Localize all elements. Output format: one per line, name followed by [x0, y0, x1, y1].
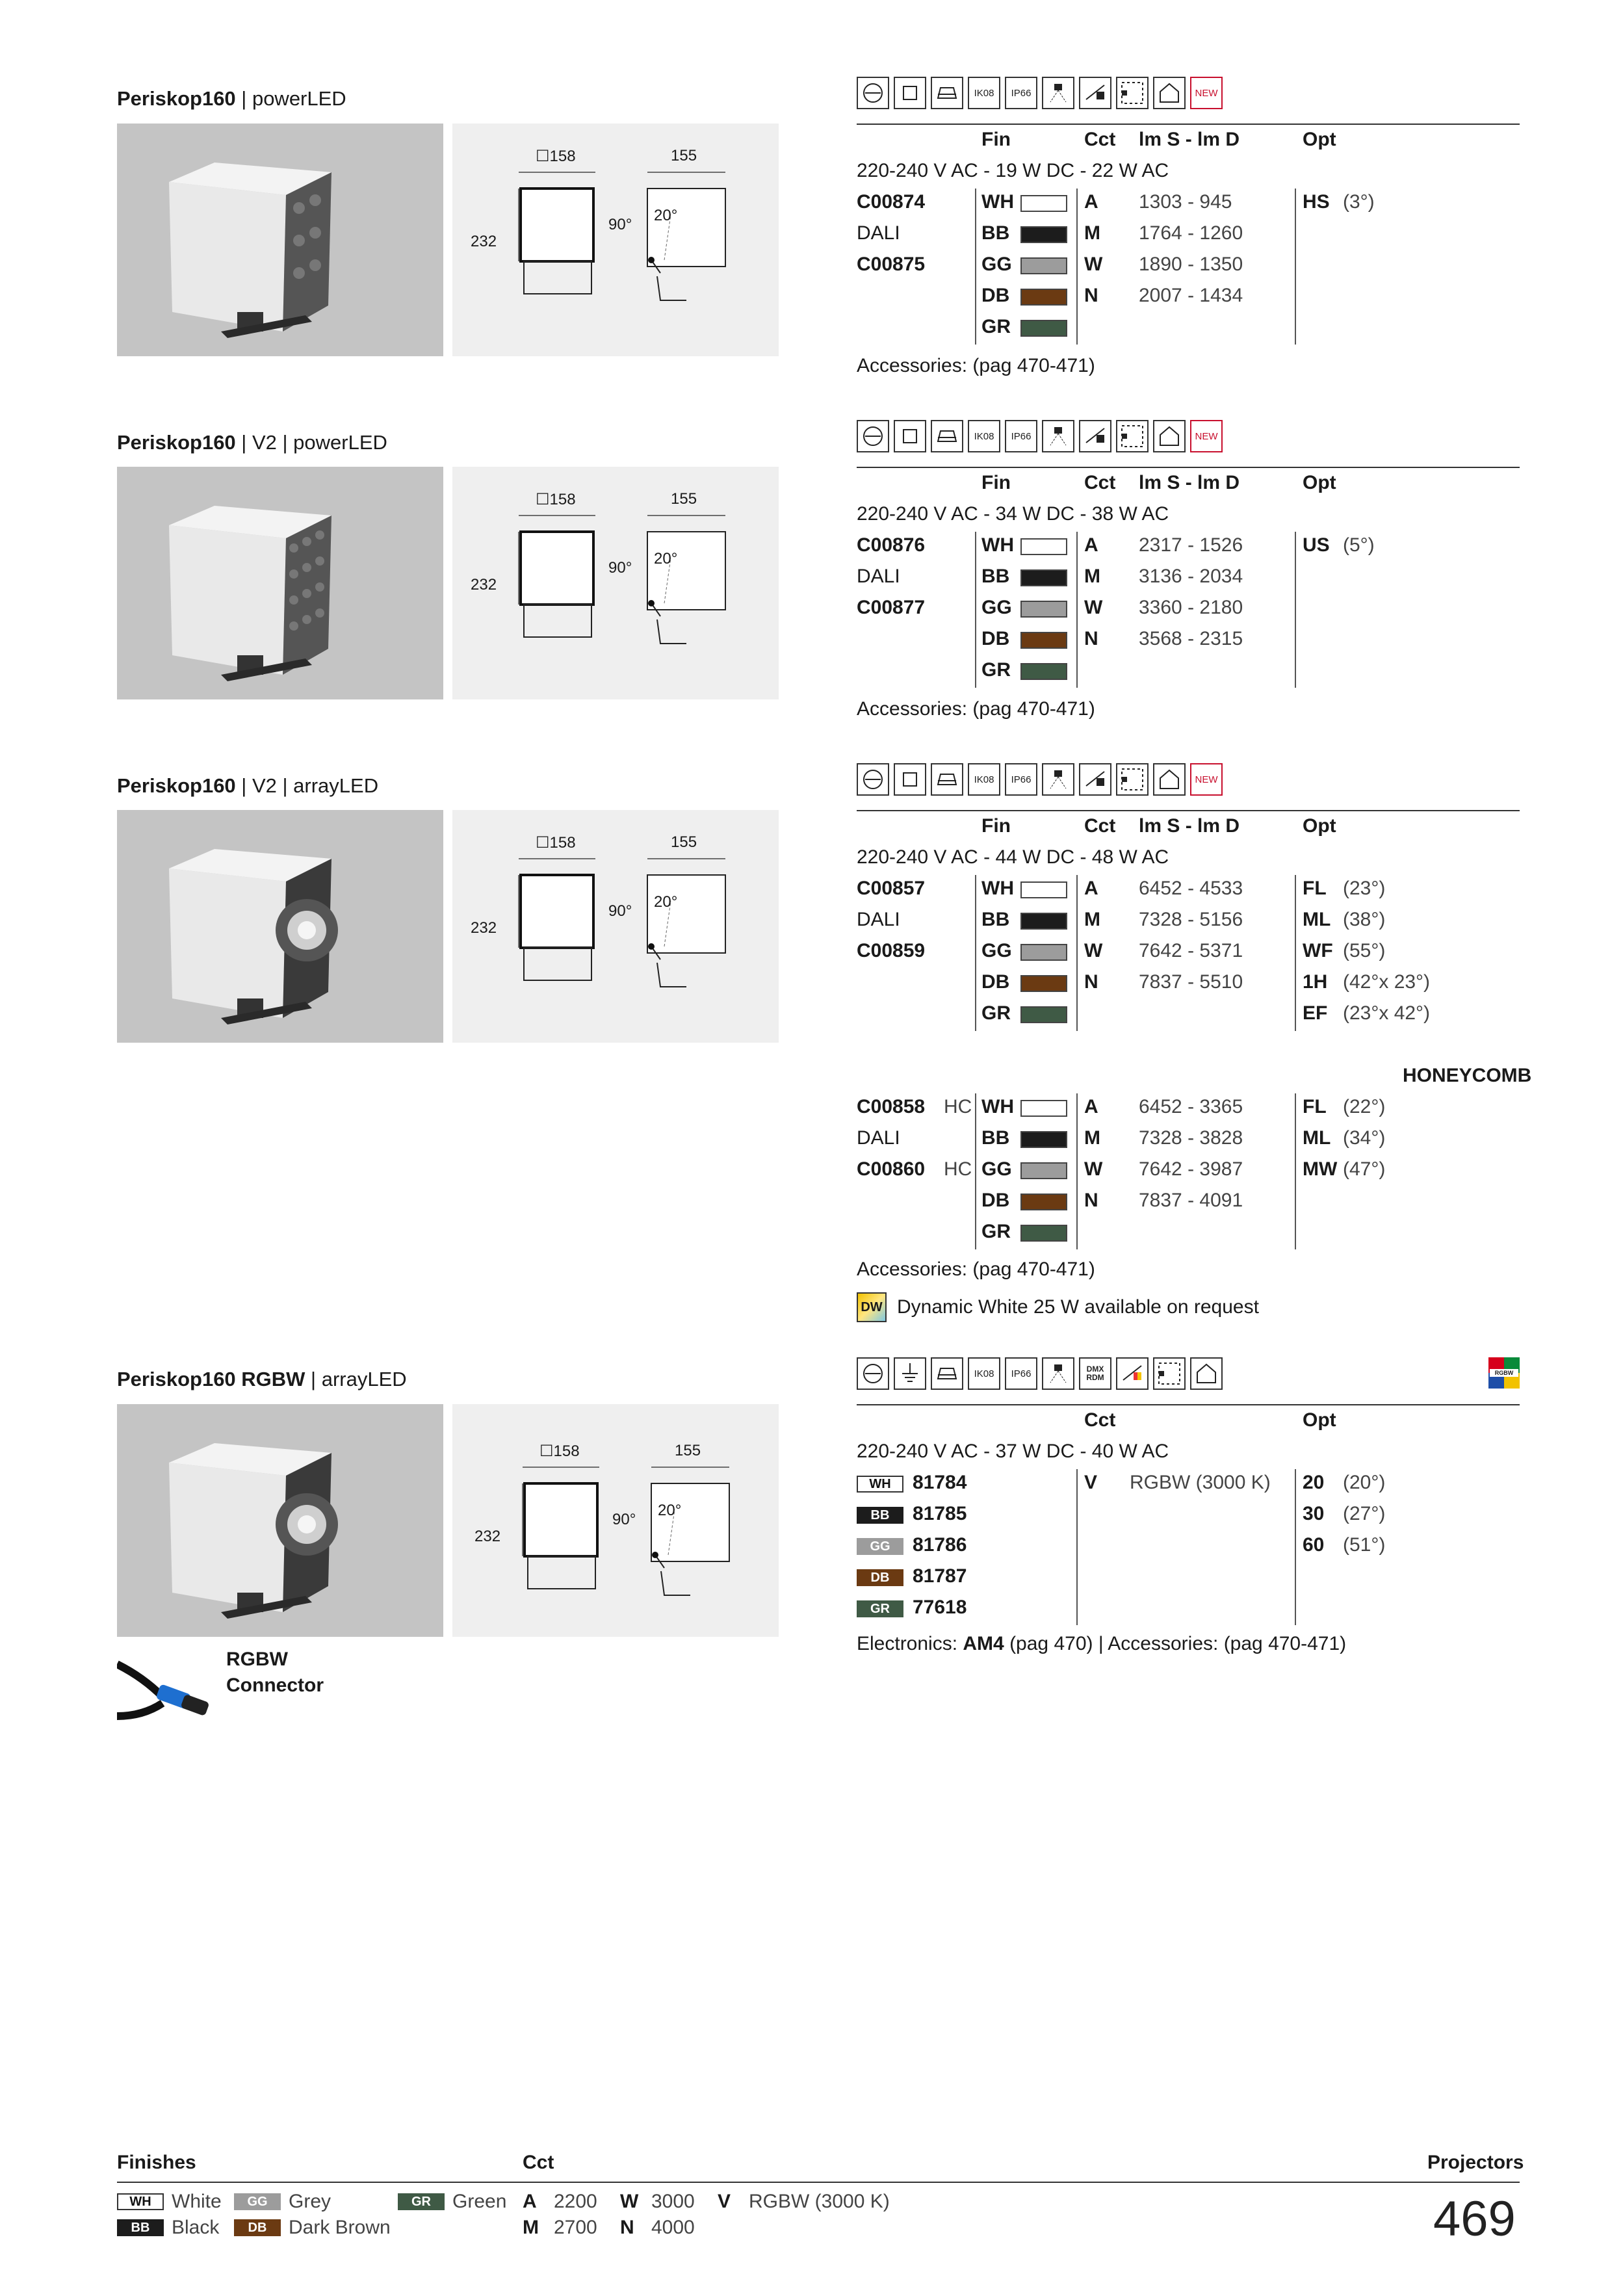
product-photo	[117, 124, 443, 356]
finish-swatch	[1020, 975, 1067, 992]
new-badge: NEW	[1190, 77, 1223, 109]
finish-badge: WH	[857, 1476, 903, 1493]
finish-code: GG	[981, 597, 1012, 618]
cct-code: A	[1084, 191, 1098, 213]
hc-tag: HC	[944, 1158, 972, 1180]
house-icon	[1153, 763, 1186, 796]
dim-height: 232	[471, 576, 497, 594]
cct-value: 2200	[554, 2191, 597, 2212]
product-code: C00860	[857, 1158, 926, 1180]
dim-angle-2: 20°	[654, 207, 678, 224]
cct-code: W	[1084, 1158, 1103, 1180]
ik-rating: IK08	[968, 1357, 1000, 1390]
cct-value: 2700	[554, 2217, 597, 2238]
lumen-value: 7328 - 5156	[1139, 909, 1243, 930]
dim-depth: 155	[671, 490, 697, 508]
footer-finishes-title: Finishes	[117, 2152, 196, 2173]
finish-badge: GG	[857, 1538, 903, 1555]
finish-code: DB	[981, 971, 1010, 993]
lumen-value: 7642 - 5371	[1139, 940, 1243, 961]
dynamic-white-icon: DW	[857, 1292, 887, 1322]
dim-angle-2: 20°	[654, 893, 678, 911]
product-code: DALI	[857, 566, 900, 587]
lumen-value: 7328 - 3828	[1139, 1127, 1243, 1149]
house-icon	[1153, 420, 1186, 452]
cct-description: RGBW (3000 K)	[1130, 1472, 1271, 1493]
finish-code: BB	[981, 1127, 1010, 1149]
product-title: Periskop160 RGBW | arrayLED	[117, 1368, 407, 1390]
cct-value: 3000	[651, 2191, 695, 2212]
footer-cct-title: Cct	[523, 2152, 554, 2173]
optic-angle: (38°)	[1343, 909, 1386, 930]
accessories-note: Accessories: (pag 470-471)	[857, 698, 1095, 720]
optic-angle: (23°x 42°)	[1343, 1002, 1431, 1024]
optic-code: WF	[1303, 940, 1333, 961]
finish-code: GR	[981, 1221, 1011, 1242]
col-opt-header: Opt	[1303, 1409, 1336, 1431]
col-fin-header: Fin	[981, 815, 1011, 837]
lumen-value: 3568 - 2315	[1139, 628, 1243, 649]
ip-rating: IP66	[1005, 77, 1037, 109]
optic-code: 30	[1303, 1503, 1325, 1524]
footer-divider	[117, 2182, 1520, 2183]
adjust-icon	[1116, 77, 1149, 109]
dim-height: 232	[471, 919, 497, 937]
product-code: C00859	[857, 940, 926, 961]
house-icon	[1190, 1357, 1223, 1390]
optic-angle: (42°x 23°)	[1343, 971, 1431, 993]
finish-label: Grey	[289, 2191, 331, 2212]
divider	[857, 467, 1520, 468]
optic-code: US	[1303, 534, 1330, 556]
recessed-icon	[931, 420, 963, 452]
cct-code: M	[1084, 222, 1100, 244]
col-cct-header: Cct	[1084, 1409, 1116, 1431]
adjust-icon	[1116, 763, 1149, 796]
optic-code: FL	[1303, 878, 1327, 899]
glare-icon	[1042, 763, 1074, 796]
finish-code: GG	[981, 254, 1012, 275]
optic-code: MW	[1303, 1158, 1338, 1180]
connector-label: RGBW	[226, 1649, 288, 1670]
finish-swatch	[1020, 944, 1067, 961]
electronics-note: Electronics: AM4 (pag 470) | Accessories: (pag 470-471)	[857, 1633, 1347, 1654]
finish-badge: GG	[234, 2193, 281, 2210]
ik-rating: IK08	[968, 77, 1000, 109]
cct-code: N	[1084, 628, 1098, 649]
dimension-drawing	[452, 1404, 779, 1637]
product-title: Periskop160 | V2 | arrayLED	[117, 774, 379, 797]
finish-swatch	[1020, 569, 1067, 586]
product-photo	[117, 1404, 443, 1637]
product-code: C00875	[857, 254, 926, 275]
finish-code: DB	[981, 1190, 1010, 1211]
class-icon	[1079, 763, 1111, 796]
dynamic-white-note: Dynamic White 25 W available on request	[897, 1296, 1259, 1318]
lumen-value: 2007 - 1434	[1139, 285, 1243, 306]
power-spec: 220-240 V AC - 34 W DC - 38 W AC	[857, 503, 1169, 525]
finish-code: BB	[981, 222, 1010, 244]
new-badge: NEW	[1190, 763, 1223, 796]
lumen-value: 1764 - 1260	[1139, 222, 1243, 244]
col-divider	[1295, 532, 1296, 688]
ik-rating: IK08	[968, 420, 1000, 452]
finish-badge: BB	[857, 1507, 903, 1524]
finish-swatch	[1020, 226, 1067, 243]
square-icon	[894, 763, 926, 796]
accessories-note: Accessories: (pag 470-471)	[857, 1259, 1095, 1280]
divider	[857, 124, 1520, 125]
new-badge: NEW	[1190, 420, 1223, 452]
product-code: DALI	[857, 909, 900, 930]
dim-angle-2: 20°	[658, 1502, 682, 1519]
col-opt-header: Opt	[1303, 129, 1336, 150]
optic-angle: (55°)	[1343, 940, 1386, 961]
power-spec: 220-240 V AC - 37 W DC - 40 W AC	[857, 1441, 1169, 1462]
finish-code: GR	[981, 659, 1011, 681]
dim-depth: 155	[671, 833, 697, 851]
finish-swatch	[1020, 1100, 1067, 1117]
finish-swatch	[1020, 320, 1067, 337]
finish-swatch	[1020, 289, 1067, 306]
finish-label: Green	[452, 2191, 507, 2212]
optic-code: FL	[1303, 1096, 1327, 1117]
cct-code: W	[1084, 940, 1103, 961]
col-lm-header: lm S - lm D	[1139, 815, 1240, 837]
col-divider	[1295, 1469, 1296, 1625]
col-divider	[975, 532, 976, 688]
dim-height: 232	[474, 1528, 501, 1545]
class-icon	[1079, 420, 1111, 452]
power-spec: 220-240 V AC - 44 W DC - 48 W AC	[857, 846, 1169, 868]
dim-height: 232	[471, 233, 497, 250]
recessed-icon	[931, 77, 963, 109]
finish-code: BB	[981, 566, 1010, 587]
product-code: DALI	[857, 222, 900, 244]
divider	[857, 1404, 1520, 1405]
product-code: 81787	[913, 1565, 967, 1587]
product-photo	[117, 810, 443, 1043]
col-divider	[975, 875, 976, 1031]
dimension-drawing	[452, 467, 779, 699]
cct-code: A	[1084, 534, 1098, 556]
col-divider	[1295, 189, 1296, 345]
lumen-value: 2317 - 1526	[1139, 534, 1243, 556]
col-divider	[1076, 1469, 1078, 1625]
lumen-value: 3360 - 2180	[1139, 597, 1243, 618]
cct-code: M	[1084, 566, 1100, 587]
cct-code: N	[1084, 971, 1098, 993]
cct-value: 4000	[651, 2217, 695, 2238]
finish-swatch	[1020, 1194, 1067, 1210]
col-opt-header: Opt	[1303, 472, 1336, 493]
product-code: 81786	[913, 1534, 967, 1556]
cct-code: A	[1084, 878, 1098, 899]
product-code: C00877	[857, 597, 926, 618]
ip-rating: IP66	[1005, 763, 1037, 796]
optic-code: 20	[1303, 1472, 1325, 1493]
finish-code: GR	[981, 1002, 1011, 1024]
dimension-drawing	[452, 810, 779, 1043]
finish-badge: BB	[117, 2219, 164, 2236]
dim-angle-1: 90°	[608, 902, 632, 920]
lumen-value: 1890 - 1350	[1139, 254, 1243, 275]
cct-code: V	[718, 2191, 731, 2212]
col-divider	[1295, 1093, 1296, 1249]
dim-width: ☐158	[536, 148, 576, 165]
dim-angle-1: 90°	[608, 216, 632, 233]
finish-badge: DB	[234, 2219, 281, 2236]
ik-rating: IK08	[968, 763, 1000, 796]
col-opt-header: Opt	[1303, 815, 1336, 837]
lumen-value: 1303 - 945	[1139, 191, 1232, 213]
product-code: C00876	[857, 534, 926, 556]
optic-angle: (20°)	[1343, 1472, 1386, 1493]
power-spec: 220-240 V AC - 19 W DC - 22 W AC	[857, 160, 1169, 181]
col-divider	[1295, 875, 1296, 1031]
finish-label: Black	[172, 2217, 220, 2238]
class-icon	[1079, 77, 1111, 109]
optic-angle: (47°)	[1343, 1158, 1386, 1180]
finish-swatch	[1020, 1006, 1067, 1023]
adjust-icon	[1153, 1357, 1186, 1390]
lumen-value: 3136 - 2034	[1139, 566, 1243, 587]
finish-badge: WH	[117, 2193, 164, 2210]
rotate-icon	[857, 763, 889, 796]
ip-rating: IP66	[1005, 420, 1037, 452]
product-code: 81784	[913, 1472, 967, 1493]
cct-code: M	[1084, 1127, 1100, 1149]
col-cct-header: Cct	[1084, 472, 1116, 493]
col-lm-header: lm S - lm D	[1139, 472, 1240, 493]
cct-code: N	[1084, 1190, 1098, 1211]
col-lm-header: lm S - lm D	[1139, 129, 1240, 150]
finish-code: DB	[981, 628, 1010, 649]
col-cct-header: Cct	[1084, 815, 1116, 837]
finish-swatch	[1020, 257, 1067, 274]
connector-label: Connector	[226, 1675, 324, 1696]
page-number: 469	[1433, 2191, 1516, 2247]
finish-badge: GR	[857, 1600, 903, 1617]
footer-section: Projectors	[1427, 2152, 1524, 2173]
optic-code: EF	[1303, 1002, 1328, 1024]
rotate-icon	[857, 77, 889, 109]
cct-code: W	[620, 2191, 639, 2212]
product-code: 81785	[913, 1503, 967, 1524]
cct-code: V	[1084, 1472, 1098, 1493]
finish-badge: GR	[398, 2193, 445, 2210]
cct-value: RGBW (3000 K)	[749, 2191, 890, 2212]
connector-photo	[117, 1651, 214, 1729]
finish-code: WH	[981, 191, 1014, 213]
glare-icon	[1042, 420, 1074, 452]
rgbw-logo-text: RGBW	[1494, 1370, 1514, 1376]
cert-icons	[857, 77, 1223, 111]
finish-code: GR	[981, 316, 1011, 337]
honeycomb-heading: HONEYCOMB	[1403, 1065, 1532, 1086]
product-code: C00874	[857, 191, 926, 213]
col-divider	[1076, 532, 1078, 688]
lumen-value: 7837 - 4091	[1139, 1190, 1243, 1211]
optic-code: ML	[1303, 1127, 1331, 1149]
glare-icon	[1042, 77, 1074, 109]
product-code: C00858	[857, 1096, 926, 1117]
product-title: Periskop160 | V2 | powerLED	[117, 431, 387, 454]
adjust-icon	[1116, 420, 1149, 452]
dim-angle-1: 90°	[612, 1511, 636, 1528]
recessed-icon	[931, 763, 963, 796]
optic-code: 60	[1303, 1534, 1325, 1556]
finish-code: WH	[981, 534, 1014, 556]
optic-code: HS	[1303, 191, 1330, 213]
optic-code: 1H	[1303, 971, 1328, 993]
hc-tag: HC	[944, 1096, 972, 1117]
dim-depth: 155	[675, 1442, 701, 1459]
finish-code: WH	[981, 878, 1014, 899]
finish-code: GG	[981, 940, 1012, 961]
col-divider	[975, 1093, 976, 1249]
finish-swatch	[1020, 538, 1067, 555]
lumen-value: 6452 - 3365	[1139, 1096, 1243, 1117]
cct-code: W	[1084, 597, 1103, 618]
dim-width: ☐158	[539, 1442, 580, 1460]
accessories-note: Accessories: (pag 470-471)	[857, 355, 1095, 376]
cct-code: M	[1084, 909, 1100, 930]
cct-code: A	[523, 2191, 537, 2212]
cct-code: W	[1084, 254, 1103, 275]
cct-code: N	[1084, 285, 1098, 306]
cct-code: A	[1084, 1096, 1098, 1117]
lumen-value: 6452 - 4533	[1139, 878, 1243, 899]
optic-angle: (23°)	[1343, 878, 1386, 899]
ip-rating: IP66	[1005, 1357, 1037, 1390]
recessed-icon	[931, 1357, 963, 1390]
rotate-icon	[857, 1357, 889, 1390]
optic-angle: (27°)	[1343, 1503, 1386, 1524]
lumen-value: 7642 - 3987	[1139, 1158, 1243, 1180]
col-cct-header: Cct	[1084, 129, 1116, 150]
finish-swatch	[1020, 881, 1067, 898]
finish-code: BB	[981, 909, 1010, 930]
finish-swatch	[1020, 601, 1067, 618]
cct-code: M	[523, 2217, 539, 2238]
lumen-value: 7837 - 5510	[1139, 971, 1243, 993]
ground-icon	[894, 1357, 926, 1390]
dmx-rdm-icon: DMX RDM	[1079, 1357, 1111, 1390]
optic-angle: (51°)	[1343, 1534, 1386, 1556]
finish-swatch	[1020, 1131, 1067, 1148]
finish-swatch	[1020, 663, 1067, 680]
product-code: C00857	[857, 878, 926, 899]
cert-icons	[857, 420, 1223, 454]
finish-swatch	[1020, 632, 1067, 649]
dim-depth: 155	[671, 147, 697, 164]
finish-swatch	[1020, 1225, 1067, 1242]
glare-icon	[1042, 1357, 1074, 1390]
square-icon	[894, 420, 926, 452]
col-divider	[1076, 875, 1078, 1031]
finish-label: White	[172, 2191, 222, 2212]
rgbw-logo	[1488, 1357, 1520, 1389]
finish-swatch	[1020, 913, 1067, 930]
col-divider	[1076, 1093, 1078, 1249]
optic-angle: (5°)	[1343, 534, 1375, 556]
product-code: DALI	[857, 1127, 900, 1149]
divider	[857, 810, 1520, 811]
rotate-icon	[857, 420, 889, 452]
dimension-drawing	[452, 124, 779, 356]
finish-label: Dark Brown	[289, 2217, 391, 2238]
product-photo	[117, 467, 443, 699]
col-divider	[975, 189, 976, 345]
house-icon	[1153, 77, 1186, 109]
finish-badge: DB	[857, 1569, 903, 1586]
optic-angle: (34°)	[1343, 1127, 1386, 1149]
cert-icons	[857, 763, 1223, 797]
finish-code: DB	[981, 285, 1010, 306]
col-divider	[1076, 189, 1078, 345]
dim-angle-2: 20°	[654, 550, 678, 567]
product-title: Periskop160 | powerLED	[117, 87, 346, 110]
square-icon	[894, 77, 926, 109]
finish-swatch	[1020, 1162, 1067, 1179]
product-code: 77618	[913, 1597, 967, 1618]
optic-code: ML	[1303, 909, 1331, 930]
col-fin-header: Fin	[981, 472, 1011, 493]
finish-code: WH	[981, 1096, 1014, 1117]
dim-width: ☐158	[536, 834, 576, 852]
cert-icons	[857, 1357, 1223, 1391]
color-icon	[1116, 1357, 1149, 1390]
finish-swatch	[1020, 195, 1067, 212]
finish-code: GG	[981, 1158, 1012, 1180]
col-fin-header: Fin	[981, 129, 1011, 150]
cct-code: N	[620, 2217, 634, 2238]
dim-width: ☐158	[536, 491, 576, 508]
optic-angle: (22°)	[1343, 1096, 1386, 1117]
optic-angle: (3°)	[1343, 191, 1375, 213]
dim-angle-1: 90°	[608, 559, 632, 577]
